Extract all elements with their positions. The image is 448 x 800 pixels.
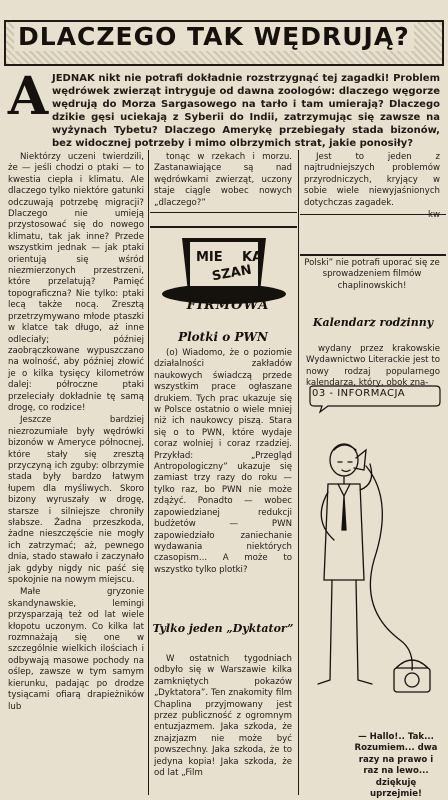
divider [300, 254, 446, 256]
paragraph: wydany przez krakowskie Wydawnictwo Literackie jest to nowy rodzaj popularnego kalendarza, który, obok zna- [306, 344, 440, 389]
hat-letters: MIE [196, 250, 223, 265]
cartoon-caption: — Hallo!.. Tak... Rozumiem... dwa razy na prawo i raz na lewo... dziękuję uprzejmie! [354, 732, 438, 800]
drop-cap: A [7, 66, 49, 127]
section-body [154, 348, 292, 610]
paragraph: Jeszcze bardziej niezrozumiałe były wędrówki bizonów w Ameryce północnej, które stały się zresztą przyczyną ich zguby: olbrzymie stada były bardzo łatwym łupem dla myśliwych. Skoro bizony wyruszały w drogę, starsze i silniejsze chroniły słabsze. Żadna przeszkoda, żadne nieszczęście nie mogły ich zatrzymać; aż, pewnego dnia, stado stawało i zaczynało jak gdyby nigdy nic paść się spokojnie na nowym miejscu. [8, 415, 144, 586]
paragraph: Jest to jeden z najtrudniejszych problemów przyrodniczych, kryjący w sobie wiele niewyjaśnionych dotychczas zagadek. [304, 152, 440, 208]
paragraph: Małe gryzonie skandynawskie, lemingi przysparzają też od lat wiele kłopotu uczonym. Co kilka lat rozmnażają się one w szczególnie wielkich ilościach i odbywają masowe pochody na oślep, zawsze w tym samym kierunku, padając po drodze tysiącami ofiarą drapieżników lub [8, 587, 144, 712]
divider [150, 212, 297, 213]
section-body [304, 258, 440, 308]
paragraph: Polski” nie potrafi uporać się ze sprowadzeniem filmów chaplinowskich! [304, 258, 440, 291]
article-column-2 [154, 152, 292, 208]
divider [150, 226, 297, 228]
section-heading: Plotki o PWN [178, 330, 268, 344]
column-subtitle: FIRMOWA [186, 298, 270, 313]
section-body [154, 654, 292, 796]
paragraph: (o) Wiadomo, że o poziomie działalności zakładów naukowych świadczą przede wszystkim prace ogłaszane drukiem. Tych prac ukazuje się w Polsce ostatnio o wiele mniej niż ich naukowcy piszą. Stara się o to PWN, które wydaje coraz wolniej i coraz rzadziej. Przykład: „Przegląd Antropologiczny” ukazuje się zamiast trzy razy do roku — tylko raz, bo PWN nie może zdążyć. Ponadto — wobec zapowiedzianej redukcji budżetów — PWN zapowiedziało zaniechanie wydawania niektórych czasopism... A może to wszystko tylko plotki? [154, 348, 292, 575]
article-column-3 [304, 152, 440, 221]
section-heading: Tylko jeden „Dyktator” [152, 622, 294, 635]
info-label: 03 - INFORMACJA [312, 388, 406, 399]
paragraph: Niektórzy uczeni twierdzili, że — jeśli chodzi o ptaki — to kwestia ciepła i klimatu. Ale dlaczego tylko niektóre gatunki odczuwają potrzebę migracji? Dlaczego nie umieją przystosować się do nowego klimatu, tak jak inne? Przede wszystkim jednak — jak ptaki orientują się wśród niezmierzonych przestrzeni, które przelatują? Pamięć topograficzna? Nie tylko: ptaki lecą także nocą. Zresztą przetrzymywano młode ptaszki w klatce tak długo, aż inne odleciały; później zaobrączkowane wypuszczano na wolność, aby później złowić je o kilka tysięcy kilometrów dalej: półroczne ptaki przeleciały dokładnie tę samą drogę, co rodzice! [8, 152, 144, 413]
article-lead: JEDNAK nikt nie potrafi dokładnie rozstrzygnąć tej zagadki! Problem wędrówek zwierząt intryguje od dawna zoologów: dlaczego węgorze wędrują do Morza Sargasowego na tarło i tam umierają? Dlaczego dzikie gęsi uciekają z Syberii do Indii, zatrzymując się zawsze na wyżynach Tybetu? Dlaczego Amerykę przebiegały stada bizonów, bez widocznej potrzeby i mimo olbrzymich strat, jakie ponosiły? [52, 73, 440, 149]
article-title: DLACZEGO TAK WĘDRUJĄ? [14, 22, 414, 51]
telephone-man-illustration [304, 400, 444, 730]
hat-letters: SZAN [210, 262, 253, 285]
column-rule [148, 150, 149, 795]
paragraph: W ostatnich tygodniach odbyło się w Warszawie kilka zamkniętych pokazów „Dyktatora”. Ten znakomity film Chaplina przyjmowany jest przez publiczność z ogromnym entuzjazmem. Jaka szkoda, że znajzjazm nie może być powszechny. Jaka szkoda, że to jedyna kopia! Jaka szkoda, że od lat „Film [154, 654, 292, 779]
column-rule [298, 150, 299, 795]
section-heading: Kalendarz rodzinny [312, 316, 434, 329]
section-body [306, 344, 440, 388]
author-signature: kw [427, 210, 440, 221]
article-column-1 [8, 152, 144, 794]
hat-letters: KA [242, 250, 263, 265]
paragraph: tonąc w rzekach i morzu. Zastanawiające są nad wędrówkami zwierząt, uczony staje ciągle wobec nowych „dlaczego?” [154, 152, 292, 208]
